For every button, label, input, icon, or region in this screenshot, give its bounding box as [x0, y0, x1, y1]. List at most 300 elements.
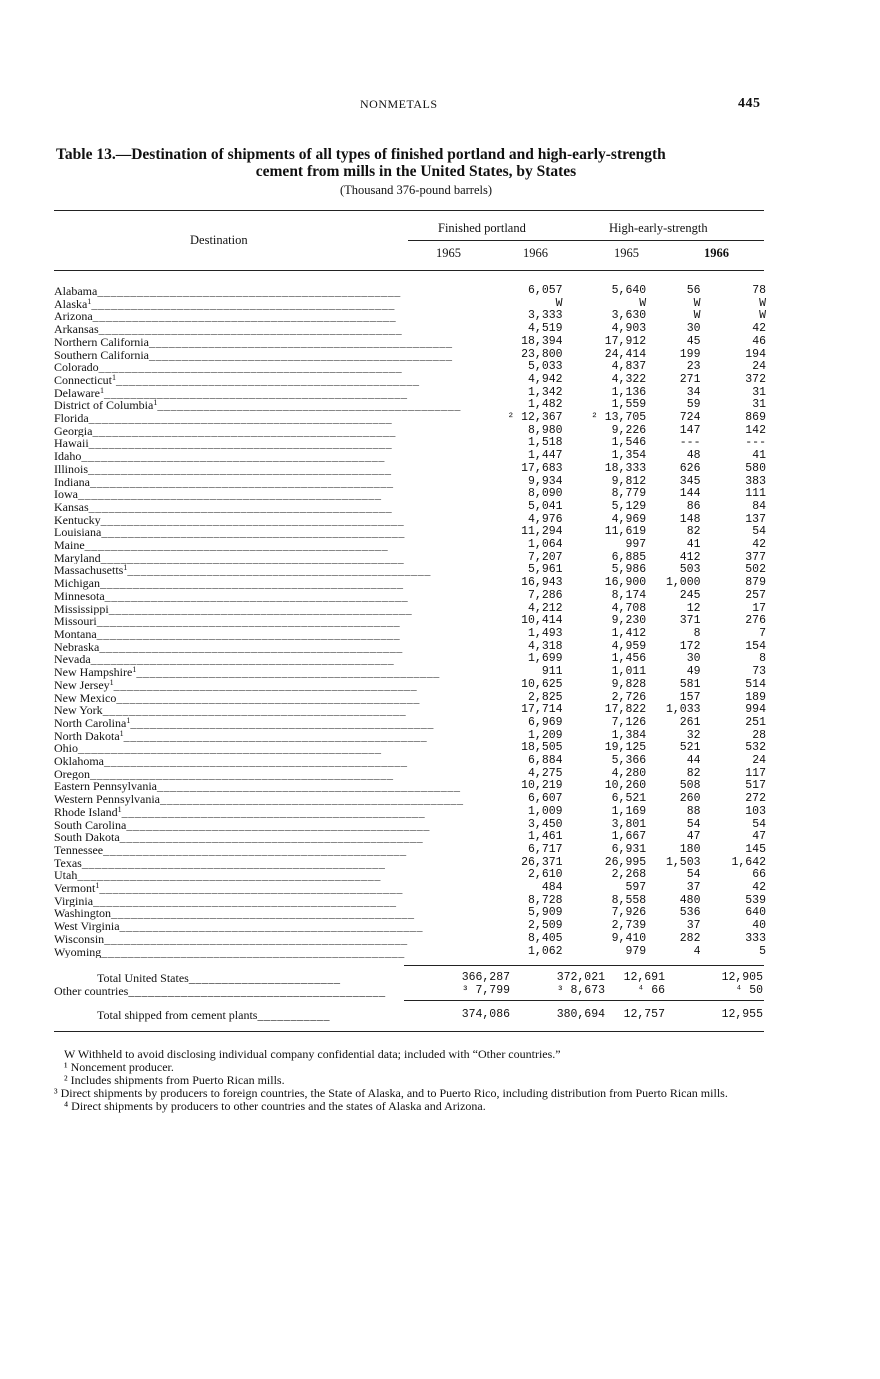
table-row	[54, 349, 766, 362]
value-cell-h66: 73	[752, 665, 766, 679]
value-cell-h66: 276	[745, 614, 766, 628]
destination-cell: Nevada______________________________________________	[54, 653, 395, 667]
value-cell-p66: 2,726	[611, 690, 647, 704]
value-cell-p66: 26,995	[604, 855, 647, 869]
value-cell-p65: 7,286	[528, 588, 563, 602]
other-countries-label: Other countries_______________________________________	[54, 984, 386, 998]
value-cell-h65: 148	[679, 512, 701, 526]
table-row	[54, 450, 766, 463]
value-cell-p65: 6,969	[528, 715, 563, 729]
table-row	[54, 577, 766, 590]
value-cell-p65: 11,294	[521, 525, 563, 539]
value-cell-p65: 10,414	[521, 614, 563, 628]
table-row	[54, 336, 766, 349]
value-cell-p66: 18,333	[604, 461, 647, 475]
value-cell-h65: 261	[679, 715, 701, 729]
value-cell-p65: 1,062	[528, 944, 563, 958]
table-row	[54, 730, 766, 743]
value-cell-p65: 1,699	[528, 652, 563, 666]
value-cell-h66: W	[759, 309, 766, 323]
total-shipped-p66: 380,694	[556, 1008, 605, 1021]
value-cell-h66: 142	[745, 423, 766, 437]
value-cell-h66: 517	[745, 779, 766, 793]
value-cell-h65: 626	[679, 461, 701, 475]
value-cell-p65: 1,009	[528, 804, 563, 818]
value-cell-p66: 979	[625, 944, 647, 958]
value-cell-p65: 484	[541, 881, 563, 895]
destination-cell: Kentucky______________________________________________	[54, 513, 405, 527]
value-cell-p65: 4,275	[528, 766, 563, 780]
destination-cell: Idaho______________________________________________	[54, 450, 385, 463]
value-cell-h66: 111	[745, 487, 766, 501]
value-cell-p65: 8,090	[528, 487, 563, 501]
table-row	[54, 628, 766, 641]
value-cell-p66: 9,226	[611, 423, 647, 437]
footnote-marker: 1	[119, 729, 124, 738]
destination-cell: Northern California______________________________________________	[54, 335, 453, 349]
footnote-marker: 1	[99, 386, 104, 395]
value-cell-h65: 199	[679, 347, 701, 361]
value-cell-p66: 1,169	[611, 804, 647, 818]
footnote-3: ³ Direct shipments by producers to foreign countries, the State of Alaska, and to Puerto Rico, including distribution from Puerto Rican mills.	[54, 1086, 728, 1100]
destination-cell: West Virginia______________________________________________	[54, 920, 424, 933]
value-cell-h65: 147	[679, 423, 701, 437]
table-row	[54, 933, 766, 946]
destination-cell: Hawaii______________________________________________	[54, 437, 393, 451]
destination-cell: Oregon______________________________________________	[54, 767, 394, 781]
table-row	[54, 615, 766, 628]
value-cell-p65: 2,509	[528, 919, 563, 933]
value-cell-h66: 8	[759, 652, 766, 666]
value-cell-h65: 1,503	[665, 855, 701, 869]
value-cell-h66: 272	[745, 792, 766, 806]
total-us-label: Total United States_______________________	[97, 971, 341, 985]
value-cell-h66: 514	[745, 677, 766, 691]
value-cell-p65: 18,505	[521, 741, 563, 755]
total-us-p66: 372,021	[556, 971, 605, 984]
value-cell-h65: 536	[679, 906, 701, 920]
table-row	[54, 742, 766, 755]
other-p65: ³ 7,799	[461, 984, 510, 997]
value-cell-p66: 24,414	[604, 347, 647, 361]
destination-cell: New Mexico______________________________________________	[54, 691, 420, 705]
value-cell-p65: 6,057	[528, 284, 563, 297]
value-cell-p66: 6,885	[611, 550, 647, 564]
value-cell-h66: 24	[752, 754, 766, 768]
table-row	[54, 857, 766, 870]
value-cell-h65: 503	[679, 563, 701, 577]
header-destination: Destination	[190, 233, 248, 247]
header-high-early-strength: High-early-strength	[609, 221, 708, 235]
value-cell-p66: 2,739	[611, 919, 647, 933]
value-cell-h65: 345	[679, 474, 701, 488]
value-cell-p65: 9,934	[528, 474, 563, 488]
value-cell-h65: 82	[686, 766, 701, 780]
value-cell-p66: 1,559	[611, 398, 647, 412]
value-cell-h65: 86	[686, 499, 701, 513]
other-h65: ⁴ 66	[637, 984, 665, 997]
header-bottom-rule	[54, 270, 764, 271]
value-cell-p66: W	[639, 296, 647, 310]
value-cell-p66: 597	[625, 881, 647, 895]
value-cell-h65: 271	[679, 372, 701, 386]
table-row	[54, 946, 766, 959]
destination-cell: South Carolina______________________________________________	[54, 818, 430, 832]
footnote-marker: 1	[111, 373, 116, 382]
value-cell-p65: 911	[541, 665, 563, 679]
destination-cell: Utah______________________________________________	[54, 869, 381, 883]
value-cell-p65: 1,482	[528, 398, 563, 412]
table-row	[54, 882, 766, 895]
value-cell-h66: 42	[752, 322, 766, 336]
value-cell-h65: 1,033	[665, 703, 701, 717]
value-cell-p65: 1,518	[528, 436, 563, 450]
table-row	[54, 361, 766, 374]
value-cell-h66: 257	[745, 588, 766, 602]
value-cell-p66: 9,828	[611, 677, 647, 691]
table-row	[54, 692, 766, 705]
value-cell-p65: 8,728	[528, 893, 563, 907]
value-cell-h66: 42	[752, 538, 766, 552]
header-year-p66: 1966	[523, 246, 548, 260]
table-row	[54, 755, 766, 768]
footnote-2: ² Includes shipments from Puerto Rican mills.	[64, 1073, 285, 1087]
table-row	[54, 907, 766, 920]
top-rule	[54, 210, 764, 211]
value-cell-p66: 3,801	[611, 817, 647, 831]
table-row	[54, 476, 766, 489]
destination-cell: Massachusetts$^1$______________________________________________	[54, 564, 431, 578]
value-cell-p66: 10,260	[604, 779, 647, 793]
destination-cell: Arkansas______________________________________________	[54, 323, 403, 336]
destination-cell: Wisconsin______________________________________________	[54, 932, 408, 946]
value-cell-p66: 1,011	[611, 665, 647, 679]
value-cell-p65: 5,041	[528, 499, 563, 513]
destination-cell: Minnesota______________________________________________	[54, 589, 409, 603]
value-cell-h66: 994	[745, 703, 766, 717]
value-cell-p65: 4,976	[528, 512, 563, 526]
value-cell-h66: 84	[752, 499, 766, 513]
destination-cell: District of Columbia$^1$______________________________________________	[54, 399, 461, 413]
value-cell-p65: 4,318	[528, 639, 563, 653]
value-cell-p65: 8,405	[528, 931, 563, 945]
value-cell-p66: 997	[625, 538, 647, 552]
destination-cell: Michigan______________________________________________	[54, 577, 404, 590]
footnote-marker: 1	[117, 805, 122, 814]
value-cell-h65: 37	[686, 881, 701, 895]
footnote-1: ¹ Noncement producer.	[64, 1060, 174, 1074]
value-cell-h66: 539	[745, 893, 766, 907]
value-cell-h66: 189	[745, 690, 766, 704]
value-cell-h65: 245	[679, 588, 701, 602]
table-row	[54, 717, 766, 730]
value-cell-p66: 5,986	[611, 563, 647, 577]
total-us-h66: 12,905	[721, 971, 763, 984]
table-title-line1: Table 13.—Destination of shipments of all types of finished portland and high-early-strength	[56, 146, 666, 163]
total-shipped-h65: 12,757	[623, 1008, 665, 1021]
destination-cell: Virginia______________________________________________	[54, 894, 397, 908]
table-row	[54, 526, 766, 539]
table-row	[54, 387, 766, 400]
value-cell-h66: 40	[752, 919, 766, 933]
table-row	[54, 590, 766, 603]
table-row	[54, 399, 766, 412]
value-cell-p65: 5,909	[528, 906, 563, 920]
value-cell-p66: 9,410	[611, 931, 647, 945]
value-cell-p66: 1,546	[611, 436, 647, 450]
table-row	[54, 844, 766, 857]
value-cell-p66: 4,708	[611, 601, 647, 615]
value-cell-p65: 1,064	[528, 538, 563, 552]
value-cell-h65: 480	[679, 893, 701, 907]
value-cell-h65: 260	[679, 792, 701, 806]
value-cell-p66: 16,900	[604, 576, 647, 590]
total-us-p65: 366,287	[461, 971, 510, 984]
destination-cell: Nebraska______________________________________________	[54, 640, 403, 654]
table-row	[54, 869, 766, 882]
value-cell-h65: 32	[686, 728, 701, 742]
value-cell-h65: 581	[679, 677, 701, 691]
destination-cell: Illinois______________________________________________	[54, 462, 392, 476]
value-cell-h65: 59	[686, 398, 701, 412]
value-cell-h65: 54	[686, 868, 701, 882]
value-cell-h65: 56	[686, 284, 701, 297]
value-cell-h66: 194	[745, 347, 766, 361]
header-year-h66: 1966	[704, 246, 729, 260]
value-cell-p65: 5,033	[528, 360, 563, 374]
destination-cell: Southern California______________________________________________	[54, 348, 453, 362]
total-shipped-h66: 12,955	[721, 1008, 763, 1021]
total-us-h65: 12,691	[623, 971, 665, 984]
table-row	[54, 819, 766, 832]
destination-cell: Iowa______________________________________________	[54, 488, 382, 501]
value-cell-h65: 282	[679, 931, 701, 945]
table-bottom-rule	[54, 1031, 764, 1032]
value-cell-p65: 6,717	[528, 842, 563, 856]
value-cell-h66: 377	[745, 550, 766, 564]
value-cell-h65: 47	[686, 830, 701, 844]
value-cell-p65: 10,219	[521, 779, 563, 793]
value-cell-h66: 137	[745, 512, 766, 526]
value-cell-h66: 7	[759, 626, 766, 640]
value-cell-p65: 4,212	[528, 601, 563, 615]
value-cell-p65: W	[555, 296, 563, 310]
table-row	[54, 780, 766, 793]
value-cell-h66: 372	[745, 372, 766, 386]
table-row	[54, 920, 766, 933]
value-cell-h66: 31	[752, 398, 766, 412]
value-cell-p65: 6,607	[528, 792, 563, 806]
total-shipped-p65: 374,086	[461, 1008, 510, 1021]
value-cell-h65: 371	[679, 614, 701, 628]
value-cell-h65: 508	[679, 779, 701, 793]
destination-cell: Mississippi______________________________________________	[54, 602, 413, 616]
footnote-marker: 1	[153, 399, 158, 408]
value-cell-p65: 1,209	[528, 728, 563, 742]
destination-cell: Colorado______________________________________________	[54, 361, 403, 374]
value-cell-h65: 37	[686, 919, 701, 933]
value-cell-p65: ² 12,367	[507, 411, 563, 425]
value-cell-p66: 9,812	[611, 474, 647, 488]
value-cell-p65: 18,394	[521, 334, 563, 348]
page-number: 445	[738, 96, 761, 111]
destination-cell: New York______________________________________________	[54, 704, 407, 717]
value-cell-p66: 8,779	[611, 487, 647, 501]
value-cell-p66: 11,619	[604, 525, 647, 539]
table-row	[54, 501, 766, 514]
table-row	[54, 425, 766, 438]
value-cell-h66: 47	[752, 830, 766, 844]
value-cell-h66: ---	[745, 436, 766, 450]
value-cell-h65: 724	[679, 411, 701, 425]
destination-cell: Maryland______________________________________________	[54, 551, 405, 565]
value-cell-p66: 1,354	[611, 449, 647, 463]
value-cell-h66: 54	[752, 525, 766, 539]
value-cell-p66: 6,521	[611, 792, 647, 806]
footnote-marker: 1	[109, 678, 114, 687]
destination-cell: Georgia______________________________________________	[54, 424, 397, 438]
table-row	[54, 437, 766, 450]
table-row	[54, 793, 766, 806]
value-cell-p65: 1,493	[528, 626, 563, 640]
table-row	[54, 653, 766, 666]
value-cell-h65: 88	[686, 804, 701, 818]
value-cell-h66: 532	[745, 741, 766, 755]
value-cell-p66: 1,412	[611, 626, 647, 640]
other-h66: ⁴ 50	[735, 984, 763, 997]
table-row	[54, 831, 766, 844]
value-cell-h65: 49	[686, 665, 701, 679]
table-row	[54, 412, 766, 425]
value-cell-h66: 879	[745, 576, 766, 590]
value-cell-p65: 3,333	[528, 309, 563, 323]
other-p66: ³ 8,673	[556, 984, 605, 997]
value-cell-h66: 28	[752, 728, 766, 742]
table-row	[54, 310, 766, 323]
table-title-line2: cement from mills in the United States, by States	[255, 163, 577, 180]
value-cell-h66: 41	[752, 449, 766, 463]
value-cell-h66: 1,642	[731, 855, 766, 869]
destination-cell: Western Pennsylvania______________________________________________	[54, 793, 464, 806]
destination-cell: Rhode Island$^1$______________________________________________	[54, 805, 426, 819]
total-rule	[404, 965, 764, 966]
footnote-marker: 1	[132, 666, 137, 675]
value-cell-h65: 521	[679, 741, 701, 755]
table-row	[54, 679, 766, 692]
value-cell-h65: 82	[686, 525, 701, 539]
value-cell-h66: 42	[752, 881, 766, 895]
destination-cell: Tennessee______________________________________________	[54, 843, 407, 857]
value-cell-p66: 17,912	[604, 334, 647, 348]
table-row	[54, 895, 766, 908]
table-subtitle: (Thousand 376-pound barrels)	[339, 183, 493, 197]
destination-cell: New Hampshire$^1$______________________________________________	[54, 666, 440, 679]
value-cell-p65: 26,371	[521, 855, 563, 869]
table-row	[54, 564, 766, 577]
value-cell-p66: 4,959	[611, 639, 647, 653]
table-row	[54, 374, 766, 387]
footnote-w: W Withheld to avoid disclosing individual company confidential data; included with “Other countries.”	[64, 1047, 561, 1061]
value-cell-h66: 145	[745, 842, 766, 856]
value-cell-p66: 7,926	[611, 906, 647, 920]
table-row	[54, 298, 766, 311]
value-cell-h66: 383	[745, 474, 766, 488]
destination-cell: Connecticut$^1$______________________________________________	[54, 373, 420, 387]
value-cell-p66: 6,931	[611, 842, 647, 856]
value-cell-p65: 1,447	[528, 449, 563, 463]
destination-cell: Wyoming______________________________________________	[54, 945, 405, 959]
value-cell-p66: 5,129	[611, 499, 647, 513]
value-cell-h65: 30	[686, 322, 701, 336]
shipped-rule	[404, 1000, 764, 1001]
value-cell-p66: 4,322	[611, 372, 647, 386]
table-body	[54, 285, 766, 958]
footnote-marker: 1	[123, 564, 128, 573]
value-cell-p66: ² 13,705	[590, 411, 647, 425]
table-row	[54, 514, 766, 527]
value-cell-h65: W	[693, 296, 701, 310]
value-cell-p65: 8,980	[528, 423, 563, 437]
footnotes	[54, 1047, 764, 1113]
value-cell-h65: 4	[693, 944, 701, 958]
value-cell-h65: W	[693, 309, 701, 323]
value-cell-h65: 412	[679, 550, 701, 564]
value-cell-p66: 17,822	[604, 703, 647, 717]
value-cell-p65: 1,342	[528, 385, 563, 399]
value-cell-p66: 4,280	[611, 766, 647, 780]
value-cell-h65: 41	[686, 538, 701, 552]
value-cell-h66: 154	[745, 639, 766, 653]
destination-cell: Maine______________________________________________	[54, 539, 389, 552]
value-cell-h65: ---	[679, 436, 701, 450]
value-cell-p66: 8,174	[611, 588, 647, 602]
value-cell-h66: 640	[745, 906, 766, 920]
destination-cell: Montana______________________________________________	[54, 627, 401, 641]
header-year-p65: 1965	[436, 246, 461, 260]
value-cell-h66: 78	[752, 284, 766, 297]
destination-cell: Texas______________________________________________	[54, 856, 386, 870]
destination-cell: Alaska$^1$______________________________________________	[54, 297, 395, 311]
value-cell-p65: 17,683	[521, 461, 563, 475]
group-rule	[408, 240, 764, 241]
value-cell-h65: 144	[679, 487, 701, 501]
value-cell-p65: 4,519	[528, 322, 563, 336]
value-cell-h66: 5	[759, 944, 766, 958]
table-row	[54, 285, 766, 298]
value-cell-p66: 4,837	[611, 360, 647, 374]
destination-cell: Indiana______________________________________________	[54, 475, 394, 489]
value-cell-p66: 8,558	[611, 893, 647, 907]
table-title	[56, 146, 776, 180]
value-cell-p65: 6,884	[528, 754, 563, 768]
value-cell-h65: 157	[679, 690, 701, 704]
footnote-marker: 1	[126, 716, 131, 725]
destination-cell: Missouri______________________________________________	[54, 615, 401, 628]
value-cell-p65: 5,961	[528, 563, 563, 577]
value-cell-h66: 869	[745, 411, 766, 425]
table-row	[54, 603, 766, 616]
value-cell-h66: 502	[745, 563, 766, 577]
table-row	[54, 463, 766, 476]
value-cell-h65: 172	[679, 639, 701, 653]
destination-cell: Delaware$^1$______________________________________________	[54, 386, 408, 400]
value-cell-p65: 3,450	[528, 817, 563, 831]
destination-cell: Louisiana______________________________________________	[54, 526, 405, 540]
value-cell-h65: 34	[686, 385, 701, 399]
value-cell-p66: 5,640	[611, 284, 647, 297]
value-cell-h66: 117	[745, 766, 766, 780]
table-row	[54, 539, 766, 552]
